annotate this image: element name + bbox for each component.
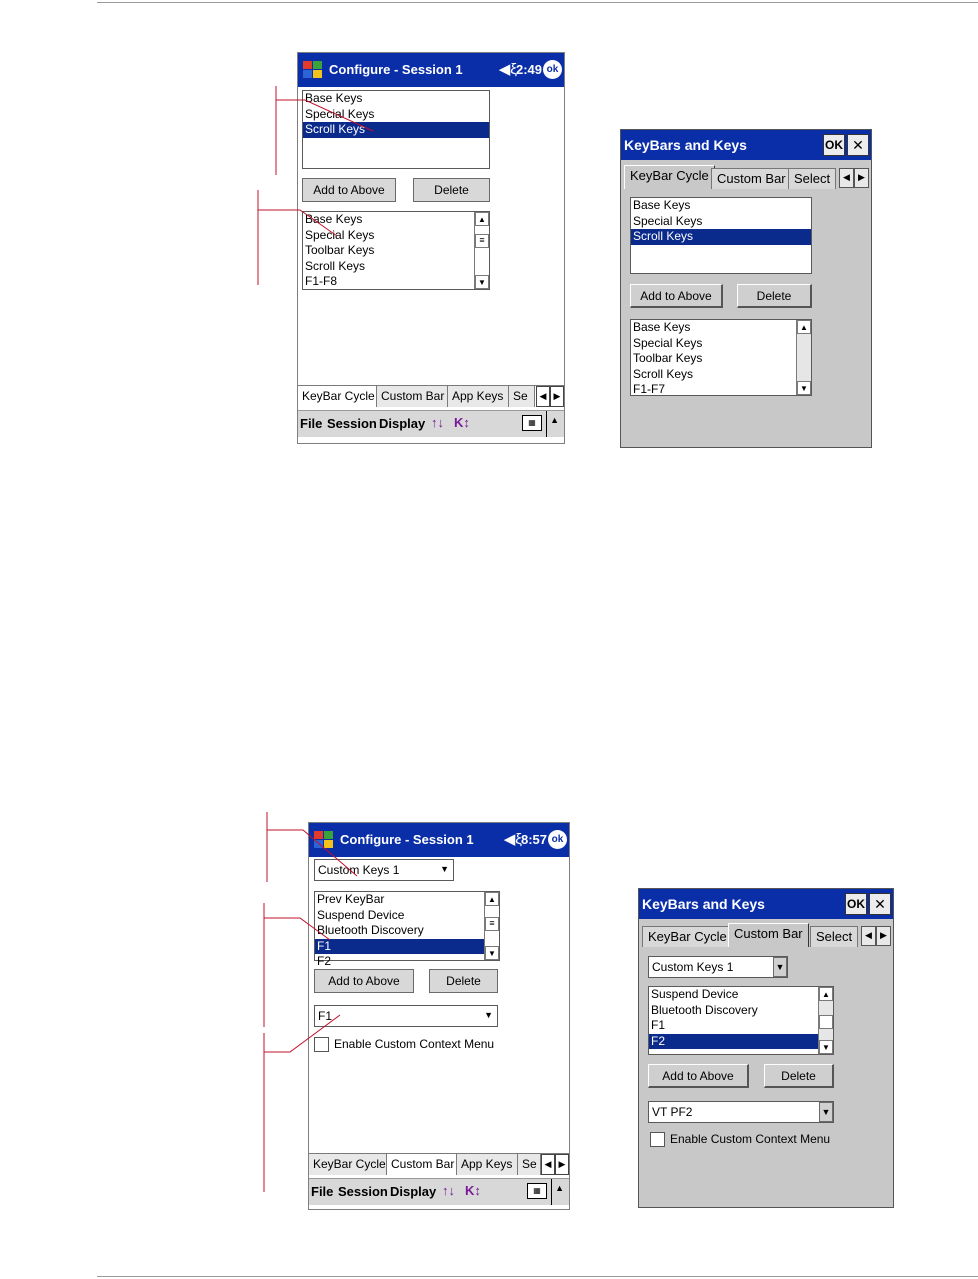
list-item[interactable]: F1 xyxy=(651,1018,666,1033)
tab-scroll-arrows[interactable] xyxy=(541,1154,569,1175)
sip-up-arrow-icon[interactable]: ▲ xyxy=(550,415,559,425)
close-icon[interactable]: ✕ xyxy=(869,893,891,915)
top-emulator-dialog xyxy=(620,129,872,448)
tab-left-arrow-icon[interactable]: ◀ xyxy=(839,168,854,188)
tab-right-arrow-icon[interactable]: ▶ xyxy=(550,386,564,407)
add-to-above-button[interactable]: Add to Above xyxy=(302,178,396,202)
list-item[interactable]: Special Keys xyxy=(305,227,375,242)
scroll-down-arrow-icon[interactable]: ▼ xyxy=(797,381,811,395)
scroll-thumb[interactable] xyxy=(819,1015,833,1029)
tab-custom-bar[interactable]: Custom Bar xyxy=(377,386,448,407)
available-keybars-list[interactable] xyxy=(302,211,490,290)
chevron-down-icon[interactable]: ▼ xyxy=(773,957,787,977)
tab-strip xyxy=(298,385,564,408)
dialog-title: KeyBars and Keys xyxy=(642,896,765,912)
list-scrollbar[interactable] xyxy=(484,892,499,960)
custom-keys-dropdown[interactable] xyxy=(314,859,454,881)
list-item[interactable]: Suspend Device xyxy=(317,907,405,922)
list-scrollbar[interactable] xyxy=(474,212,489,289)
tab-custom-bar[interactable]: Custom Bar xyxy=(387,1154,457,1175)
arrows-icon[interactable]: ↑↓ xyxy=(431,415,444,430)
tab-right-arrow-icon[interactable]: ▶ xyxy=(854,168,869,188)
dialog-title-bar xyxy=(639,889,893,919)
list-item[interactable]: Suspend Device xyxy=(651,987,739,1001)
speaker-icon[interactable]: ◀︎ξ xyxy=(498,61,517,78)
custom-keys-dropdown[interactable] xyxy=(648,956,788,978)
list-item[interactable]: Base Keys xyxy=(633,198,691,212)
tab-select[interactable]: Select xyxy=(788,168,836,189)
ok-button[interactable]: OK xyxy=(845,893,867,915)
tab-app-keys[interactable]: App Keys xyxy=(448,386,509,407)
tab-keybar-cycle[interactable]: KeyBar Cycle xyxy=(624,165,715,189)
delete-button[interactable]: Delete xyxy=(429,969,498,993)
tab-custom-bar[interactable]: Custom Bar xyxy=(728,923,809,947)
sip-up-arrow-icon[interactable]: ▲ xyxy=(555,1183,564,1193)
windows-start-icon[interactable] xyxy=(301,58,325,82)
speaker-icon[interactable]: ◀︎ξ xyxy=(503,831,522,848)
window-title: Configure - Session 1 xyxy=(340,832,474,847)
bottom-emulator-dialog xyxy=(638,888,894,1208)
list-item-selected[interactable]: F1 xyxy=(315,939,499,955)
enable-custom-context-menu-checkbox[interactable] xyxy=(650,1132,830,1147)
list-item[interactable]: Scroll Keys xyxy=(305,258,366,273)
menu-file[interactable]: File xyxy=(311,1184,334,1199)
tab-right-arrow-icon[interactable]: ▶ xyxy=(876,926,891,946)
menu-bar xyxy=(298,410,564,437)
close-icon[interactable]: ✕ xyxy=(847,134,869,156)
custom-bar-key-list[interactable] xyxy=(648,986,834,1055)
list-item-selected[interactable]: F2 xyxy=(649,1034,833,1050)
clock: 8:57 xyxy=(520,832,547,847)
list-item[interactable]: Special Keys xyxy=(633,213,703,228)
scroll-down-arrow-icon[interactable]: ▼ xyxy=(475,275,489,289)
menu-display[interactable]: Display xyxy=(379,416,426,431)
menu-session[interactable]: Session xyxy=(338,1184,388,1199)
list-item[interactable]: Base Keys xyxy=(305,212,363,226)
window-title: Configure - Session 1 xyxy=(329,62,463,77)
tab-keybar-cycle[interactable]: KeyBar Cycle xyxy=(309,1154,387,1175)
device-title-bar xyxy=(298,53,564,87)
tab-select[interactable]: Se xyxy=(509,386,535,407)
list-scrollbar[interactable] xyxy=(796,320,811,395)
list-item[interactable]: Scroll Keys xyxy=(633,366,694,381)
add-to-above-button[interactable]: Add to Above xyxy=(630,284,723,308)
enable-custom-context-menu-checkbox[interactable] xyxy=(314,1037,494,1052)
list-item[interactable]: Bluetooth Discovery xyxy=(651,1002,758,1017)
tab-keybar-cycle[interactable]: KeyBar Cycle xyxy=(642,926,733,947)
scroll-thumb[interactable]: ≡ xyxy=(475,234,489,248)
chevron-down-icon[interactable]: ▼ xyxy=(484,1010,493,1020)
keybar-icon[interactable]: K↕ xyxy=(465,1183,481,1198)
checkbox-label: Enable Custom Context Menu xyxy=(670,1132,831,1146)
list-item[interactable]: Prev KeyBar xyxy=(317,892,385,906)
tab-left-arrow-icon[interactable]: ◀ xyxy=(861,926,876,946)
tab-scroll-arrows[interactable] xyxy=(839,168,869,188)
key-action-dropdown[interactable] xyxy=(314,1005,498,1027)
keybar-cycle-list[interactable] xyxy=(302,90,490,169)
menu-session[interactable]: Session xyxy=(327,416,377,431)
add-to-above-button[interactable]: Add to Above xyxy=(648,1064,749,1088)
list-item[interactable]: F2 xyxy=(317,954,332,969)
scroll-down-arrow-icon[interactable]: ▼ xyxy=(485,946,499,960)
menu-bar xyxy=(309,1178,569,1205)
tab-left-arrow-icon[interactable]: ◀ xyxy=(536,386,550,407)
tab-right-arrow-icon[interactable]: ▶ xyxy=(555,1154,569,1175)
dropdown-value: Custom Keys 1 xyxy=(652,960,734,974)
list-item[interactable]: Special Keys xyxy=(633,335,703,350)
dialog-tabs xyxy=(639,923,893,947)
menu-display[interactable]: Display xyxy=(390,1184,437,1199)
list-item[interactable]: Base Keys xyxy=(305,91,363,105)
windows-start-icon[interactable] xyxy=(312,828,336,852)
menu-separator xyxy=(546,411,547,437)
keybar-icon[interactable]: K↕ xyxy=(454,415,470,430)
dialog-title: KeyBars and Keys xyxy=(624,137,747,153)
key-action-dropdown[interactable] xyxy=(648,1101,834,1123)
tab-strip xyxy=(309,1153,569,1176)
delete-button[interactable]: Delete xyxy=(764,1064,834,1088)
keyboard-icon[interactable]: ▦ xyxy=(527,1183,547,1199)
scroll-up-arrow-icon[interactable]: ▲ xyxy=(819,987,833,1001)
dialog-tabs xyxy=(621,165,871,189)
menu-file[interactable]: File xyxy=(300,416,323,431)
list-item[interactable]: F1-F8 xyxy=(305,274,338,289)
dropdown-value: VT PF2 xyxy=(652,1105,693,1119)
clock: 2:49 xyxy=(515,62,542,77)
dropdown-value: Custom Keys 1 xyxy=(318,863,400,877)
dialog-title-bar xyxy=(621,130,871,160)
chevron-down-icon[interactable]: ▼ xyxy=(819,1102,833,1122)
scroll-thumb[interactable]: ≡ xyxy=(485,917,499,931)
scroll-up-arrow-icon[interactable]: ▲ xyxy=(475,212,489,226)
available-keybars-list[interactable] xyxy=(630,319,812,396)
top-device-screen xyxy=(297,52,565,444)
list-item[interactable]: Toolbar Keys xyxy=(633,351,703,366)
ok-button[interactable]: OK xyxy=(823,134,845,156)
scroll-up-arrow-icon[interactable]: ▲ xyxy=(797,320,811,334)
custom-bar-key-list[interactable] xyxy=(314,891,500,969)
checkbox-box[interactable] xyxy=(314,1037,329,1052)
list-item[interactable]: Base Keys xyxy=(633,320,691,334)
arrows-icon[interactable]: ↑↓ xyxy=(442,1183,455,1198)
menu-separator xyxy=(551,1179,552,1205)
list-scrollbar[interactable] xyxy=(818,987,833,1054)
dropdown-value: F1 xyxy=(318,1009,333,1023)
scroll-down-arrow-icon[interactable]: ▼ xyxy=(819,1040,833,1054)
list-item-selected[interactable]: Scroll Keys xyxy=(631,229,811,245)
ok-button[interactable]: ok xyxy=(548,830,567,849)
list-item[interactable]: F1-F7 xyxy=(633,382,666,397)
tab-scroll-arrows[interactable] xyxy=(536,386,564,407)
tab-select[interactable]: Select xyxy=(810,926,858,947)
keybar-cycle-list[interactable] xyxy=(630,197,812,274)
list-item[interactable]: Toolbar Keys xyxy=(305,243,375,258)
list-item[interactable]: Special Keys xyxy=(305,106,375,121)
checkbox-label: Enable Custom Context Menu xyxy=(334,1037,495,1051)
bottom-device-screen xyxy=(308,822,570,1210)
device-title-bar xyxy=(309,823,569,857)
tab-keybar-cycle[interactable]: KeyBar Cycle xyxy=(298,386,377,407)
bottom-page-rule xyxy=(97,1276,978,1277)
keyboard-icon[interactable]: ▦ xyxy=(522,415,542,431)
chevron-down-icon[interactable]: ▼ xyxy=(440,864,449,874)
tab-custom-bar[interactable]: Custom Bar xyxy=(711,168,792,189)
delete-button[interactable]: Delete xyxy=(413,178,490,202)
delete-button[interactable]: Delete xyxy=(737,284,812,308)
add-to-above-button[interactable]: Add to Above xyxy=(314,969,414,993)
top-page-rule xyxy=(97,2,978,3)
tab-select[interactable]: Se xyxy=(518,1154,541,1175)
list-item[interactable]: Bluetooth Discovery xyxy=(317,923,424,938)
tab-left-arrow-icon[interactable]: ◀ xyxy=(541,1154,555,1175)
scroll-up-arrow-icon[interactable]: ▲ xyxy=(485,892,499,906)
list-item-selected[interactable]: Scroll Keys xyxy=(303,122,489,138)
tab-scroll-arrows[interactable] xyxy=(861,926,891,946)
tab-app-keys[interactable]: App Keys xyxy=(457,1154,518,1175)
ok-button[interactable]: ok xyxy=(543,60,562,79)
checkbox-box[interactable] xyxy=(650,1132,665,1147)
